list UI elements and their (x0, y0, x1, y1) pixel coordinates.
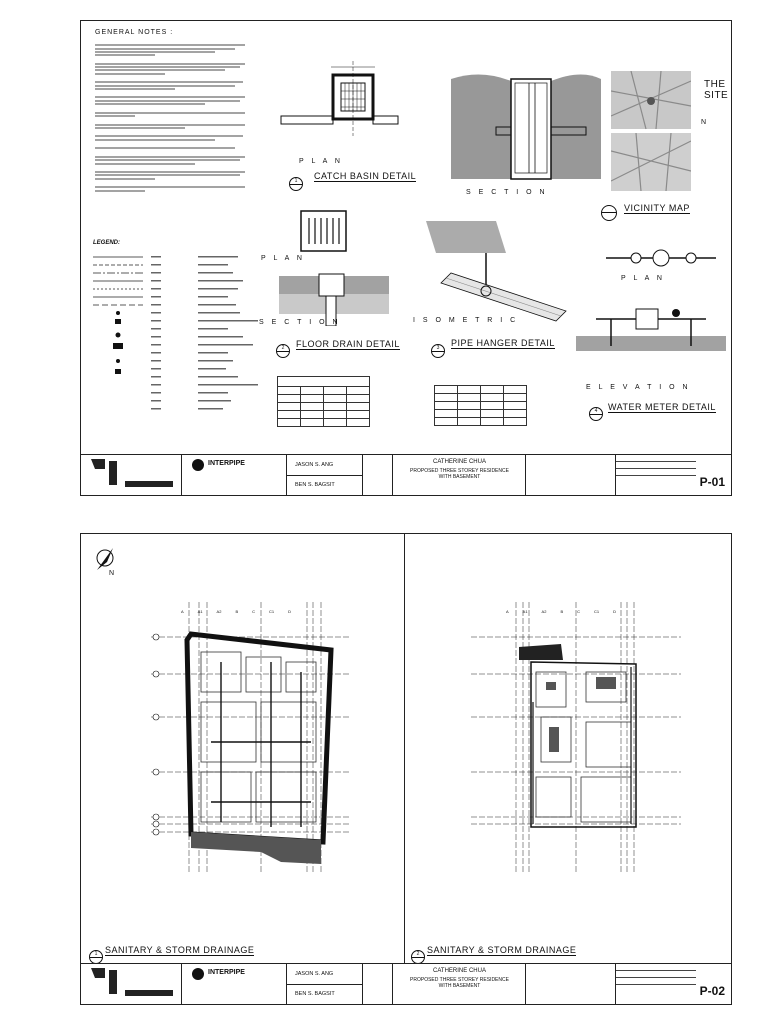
catch-basin-plan-label: P L A N (299, 158, 343, 165)
grid-label-c-right: C (577, 609, 580, 614)
ground-floor-drainage-plan (471, 602, 721, 882)
project-line1: PROPOSED THREE STOREY RESIDENCE (410, 468, 509, 474)
titleblock-p02 (81, 963, 731, 1004)
firm-name: INTERPIPE (208, 460, 245, 467)
sheet-number: P-01 (699, 475, 725, 489)
interpipe-logo-2 (192, 968, 204, 980)
catch-basin-title: CATCH BASIN DETAIL (314, 171, 417, 181)
designer-name: JASON S. ANG (295, 462, 334, 468)
grid-labels-left (181, 609, 291, 614)
legend-title: LEGEND: (93, 240, 120, 246)
floor-drain-plan-label: P L A N (261, 255, 305, 262)
general-notes-title: GENERAL NOTES : (95, 29, 174, 36)
vicinity-map-image (611, 71, 691, 191)
catch-basin-detail-number: 1 (289, 177, 303, 191)
basement-drainage-plan (151, 602, 401, 882)
catch-basin-section (451, 69, 601, 189)
engineer-name: BEN S. BAGSIT (295, 482, 335, 488)
grid-label-a-right: A (506, 609, 509, 614)
pipe-hanger-iso-label: I S O M E T R I C (413, 317, 519, 324)
drawing2-title: SANITARY & STORM DRAINAGE (427, 945, 577, 955)
client-name-2: CATHERINE CHUA (433, 968, 486, 974)
titleblock-p01 (81, 454, 731, 495)
titleblock-logo-block (81, 455, 181, 495)
grid-label-a1-right: A1 (522, 609, 528, 614)
drawing2-number: 2 (411, 950, 425, 964)
titleblock-logo-block-2 (81, 964, 181, 1004)
grid-label-a1: A1 (197, 609, 203, 614)
project-line1-2: PROPOSED THREE STOREY RESIDENCE (410, 977, 509, 983)
legend-symbols (93, 251, 268, 421)
general-notes-body (95, 43, 255, 193)
engineer-name-2: BEN S. BAGSIT (295, 991, 335, 997)
water-meter-elevation (576, 291, 726, 371)
floor-drain-detail-number: 2 (276, 344, 290, 358)
grid-label-a: A (181, 609, 184, 614)
north-label: N (109, 570, 115, 577)
dimension-schedule-2 (434, 385, 527, 426)
grid-label-c1: C1 (268, 609, 275, 614)
grid-label-b-right: B (560, 609, 564, 614)
dimension-schedule-1 (277, 376, 370, 427)
designer-name-2: JASON S. ANG (295, 971, 334, 977)
catch-basin-section-label: S E C T I O N (466, 189, 548, 196)
drawing1-title: SANITARY & STORM DRAINAGE (105, 945, 255, 955)
drawing-sheet-p02 (80, 533, 732, 1005)
grid-label-d-right: D (613, 609, 616, 614)
north-arrow-label: N (701, 119, 707, 126)
drawing-sheet-p01 (80, 20, 732, 496)
grid-label-b: B (235, 609, 239, 614)
pipe-hanger-isometric (426, 213, 576, 323)
water-meter-detail-number: 4 (589, 407, 603, 421)
grid-label-a2: A2 (216, 609, 222, 614)
grid-label-a2-right: A2 (541, 609, 547, 614)
floor-drain-plan (296, 206, 356, 256)
sheet-divider (404, 534, 405, 964)
pipe-hanger-detail-number: 3 (431, 344, 445, 358)
floor-drain-section (279, 266, 389, 326)
water-meter-plan-label: P L A N (621, 275, 665, 282)
vicinity-site-label: THE SITE (704, 79, 729, 101)
floor-drain-title: FLOOR DRAIN DETAIL (296, 339, 400, 349)
firm-name-2: INTERPIPE (208, 969, 245, 976)
grid-label-c: C (252, 609, 255, 614)
floor-drain-section-label: S E C T I O N (259, 319, 341, 326)
pipe-hanger-title: PIPE HANGER DETAIL (451, 338, 555, 348)
project-line2: WITH BASEMENT (438, 474, 481, 480)
drawing1-number: 1 (89, 950, 103, 964)
project-line2-2: WITH BASEMENT (438, 983, 481, 989)
sheet-number-2: P-02 (699, 984, 725, 998)
water-meter-elevation-label: E L E V A T I O N (586, 384, 691, 391)
catch-basin-plan (271, 61, 401, 161)
grid-label-d: D (288, 609, 291, 614)
water-meter-title: WATER METER DETAIL (608, 402, 716, 412)
vicinity-map-symbol (601, 205, 617, 221)
grid-labels-right (506, 609, 616, 614)
grid-label-c1-right: C1 (593, 609, 600, 614)
vicinity-map-title: VICINITY MAP (624, 203, 690, 213)
interpipe-logo (192, 459, 204, 471)
client-name: CATHERINE CHUA (433, 459, 486, 465)
north-arrow-icon (93, 544, 123, 584)
